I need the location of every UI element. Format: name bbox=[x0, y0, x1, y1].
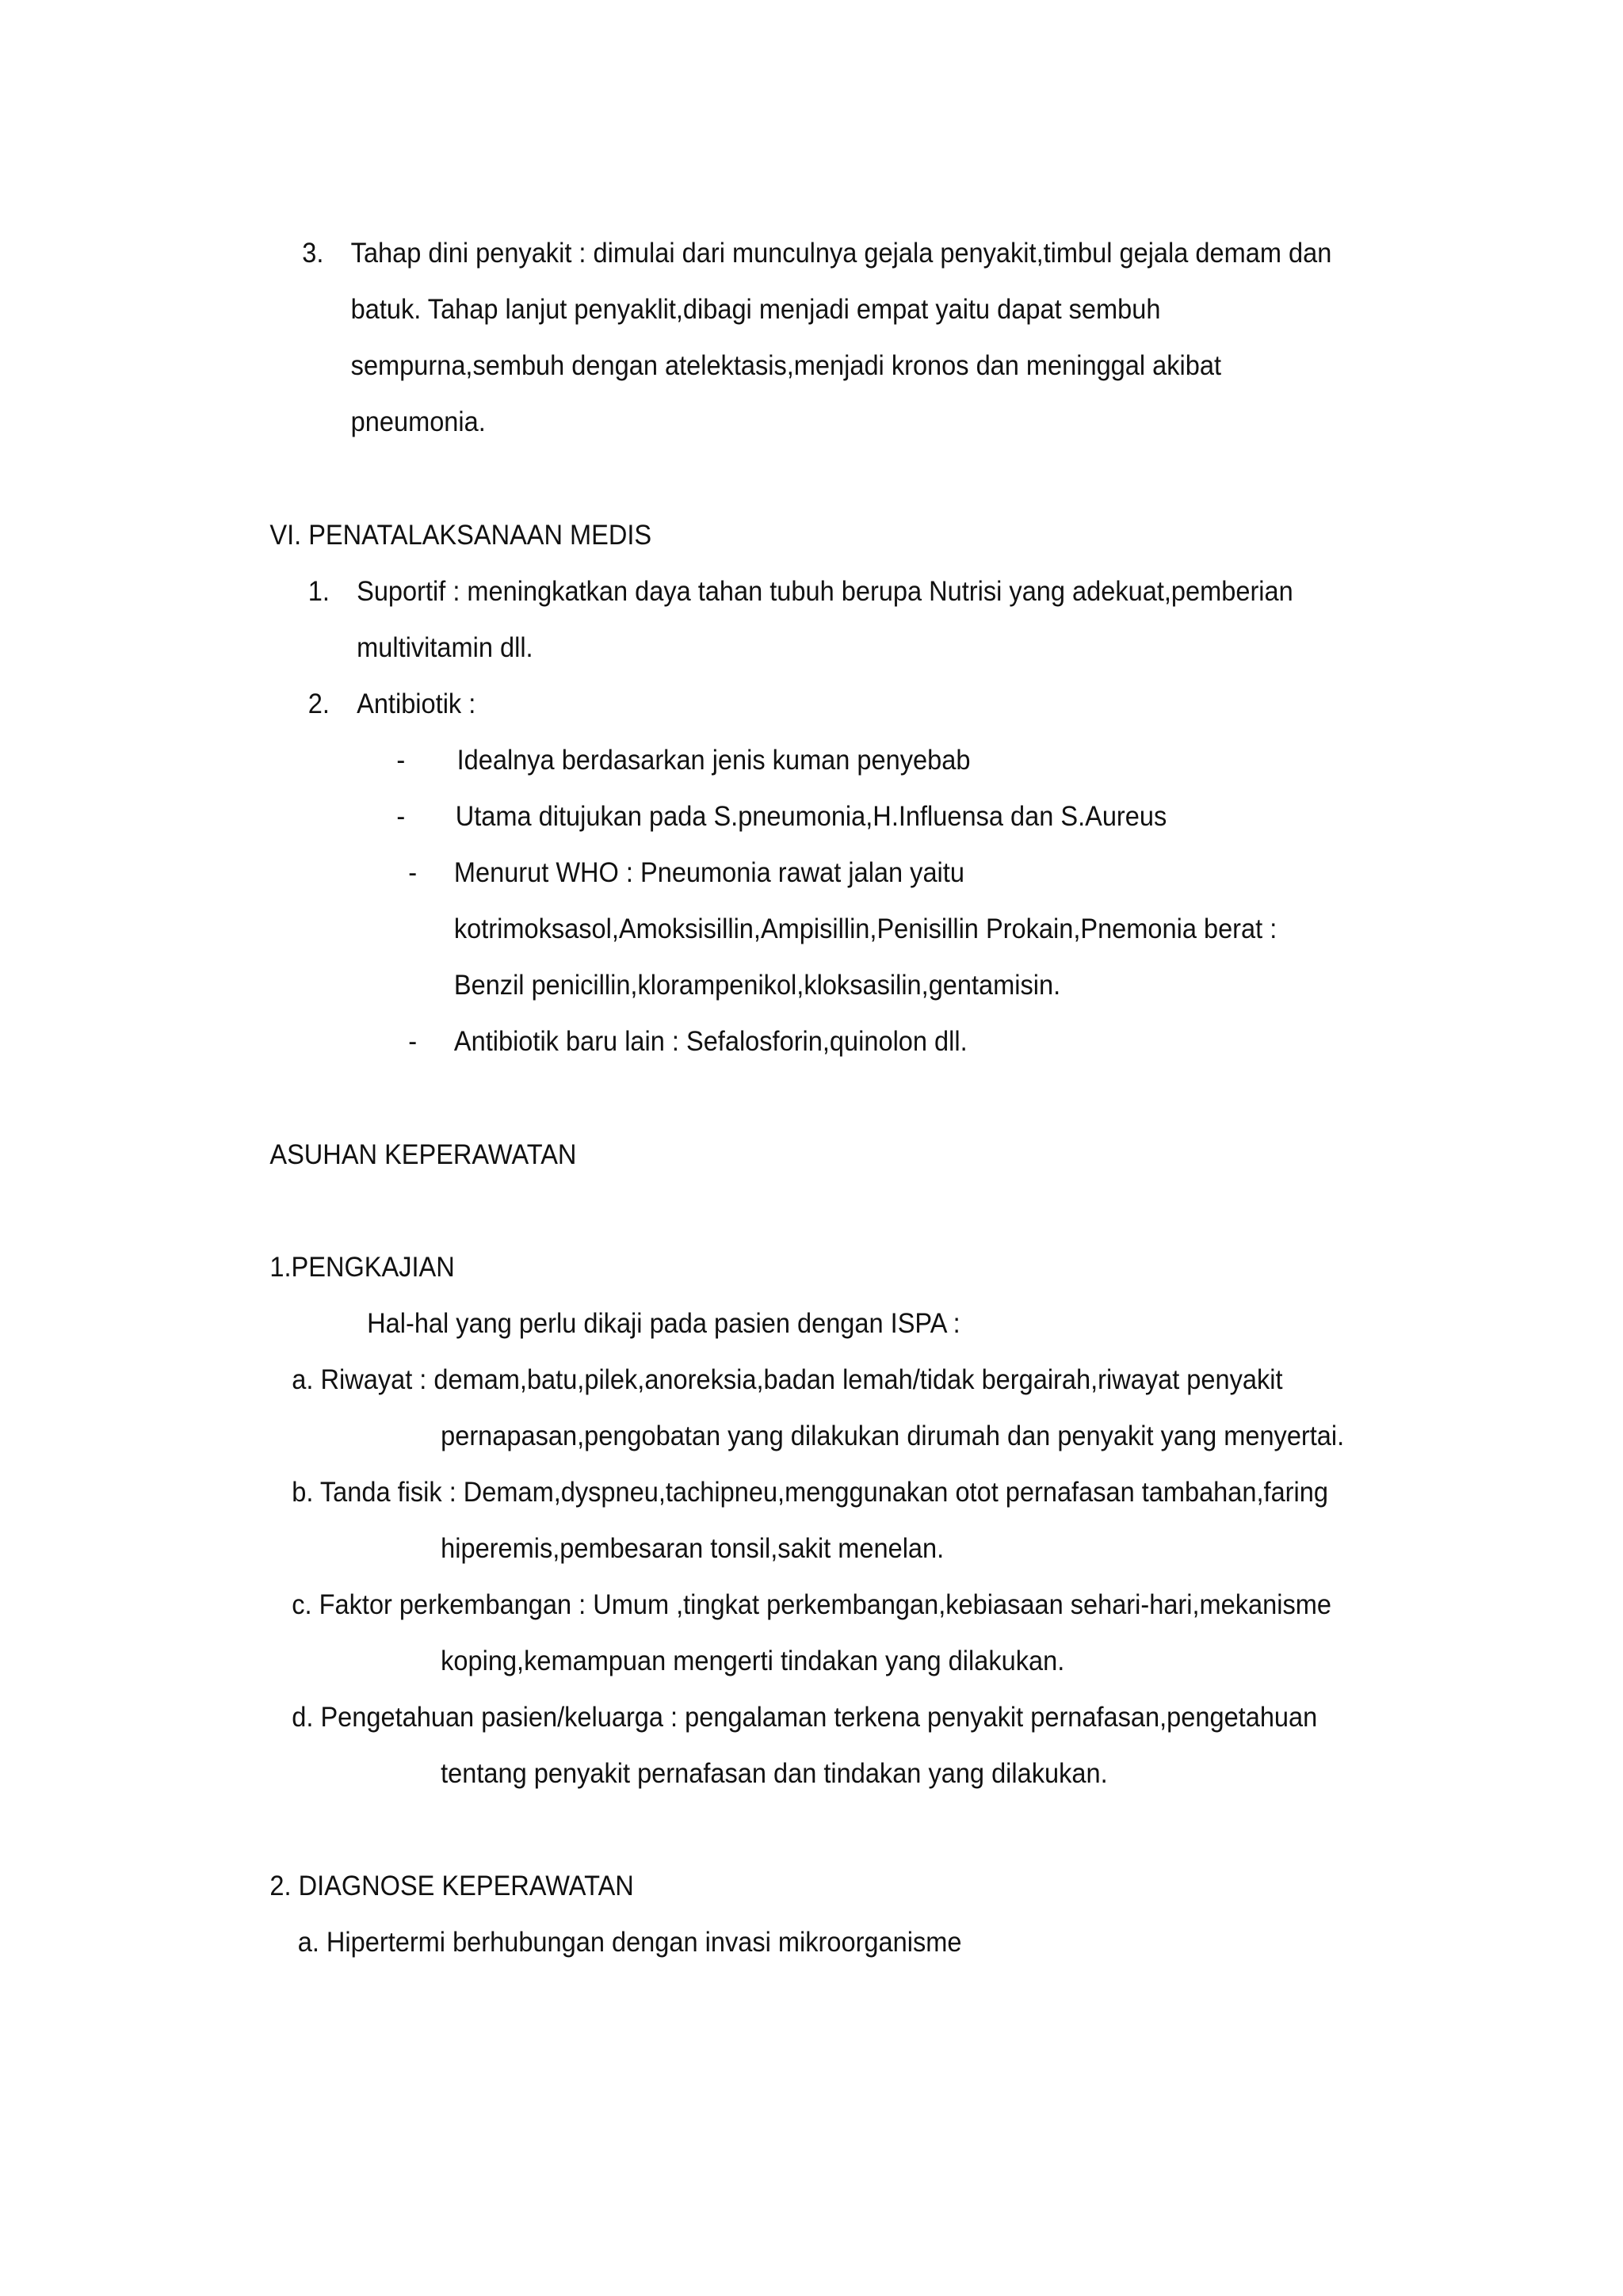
bullet-line: Antibiotik baru lain : Sefalosforin,quinolon dll. bbox=[453, 1026, 968, 1057]
list-item-line: Suportif : meningkatkan daya tahan tubuh berupa Nutrisi yang adekuat,pemberian bbox=[357, 576, 1293, 607]
paragraph-line: Tahap dini penyakit : dimulai dari munculnya gejala penyakit,timbul gejala demam dan bbox=[350, 238, 1332, 269]
paragraph-line: sempurna,sembuh dengan atelektasis,menjadi kronos dan meninggal akibat bbox=[350, 350, 1222, 381]
bullet-line: kotrimoksasol,Amoksisillin,Ampisillin,Penisillin Prokain,Pnemonia berat : bbox=[453, 913, 1277, 944]
list-item-line: multivitamin dll. bbox=[357, 632, 533, 663]
bullet-dash: - bbox=[396, 745, 406, 776]
paragraph-line: pneumonia. bbox=[350, 406, 486, 437]
bullet-dash: - bbox=[408, 857, 418, 888]
assessment-item-line: d. Pengetahuan pasien/keluarga : pengalaman terkena penyakit pernafasan,pengetahuan bbox=[292, 1702, 1318, 1733]
intro-text: Hal-hal yang perlu dikaji pada pasien dengan ISPA : bbox=[367, 1308, 960, 1339]
bullet-dash: - bbox=[396, 801, 406, 832]
list-number: 3. bbox=[302, 238, 324, 269]
section-heading: ASUHAN KEPERAWATAN bbox=[269, 1139, 577, 1170]
list-item-line: Antibiotik : bbox=[357, 688, 476, 719]
bullet-line: Utama ditujukan pada S.pneumonia,H.Influensa dan S.Aureus bbox=[455, 801, 1167, 832]
assessment-item-line: koping,kemampuan mengerti tindakan yang dilakukan. bbox=[441, 1646, 1065, 1676]
paragraph-line: batuk. Tahap lanjut penyaklit,dibagi menjadi empat yaitu dapat sembuh bbox=[350, 294, 1161, 325]
bullet-line: Benzil penicillin,klorampenikol,kloksasilin,gentamisin. bbox=[453, 970, 1061, 1001]
list-number: 2. bbox=[307, 688, 330, 719]
list-number: 1. bbox=[307, 576, 330, 607]
assessment-item-line: hiperemis,pembesaran tonsil,sakit menelan. bbox=[441, 1533, 945, 1564]
section-heading: 1.PENGKAJIAN bbox=[269, 1252, 455, 1283]
assessment-item-line: c. Faktor perkembangan : Umum ,tingkat perkembangan,kebiasaan sehari-hari,mekanisme bbox=[292, 1589, 1331, 1620]
section-heading: VI. PENATALAKSANAAN MEDIS bbox=[269, 520, 652, 551]
diagnosis-item: a. Hipertermi berhubungan dengan invasi mikroorganisme bbox=[297, 1927, 962, 1958]
assessment-item-line: pernapasan,pengobatan yang dilakukan dirumah dan penyakit yang menyertai. bbox=[441, 1421, 1345, 1451]
bullet-line: Menurut WHO : Pneumonia rawat jalan yaitu bbox=[453, 857, 964, 888]
assessment-item-line: tentang penyakit pernafasan dan tindakan yang dilakukan. bbox=[441, 1758, 1108, 1789]
section-heading: 2. DIAGNOSE KEPERAWATAN bbox=[269, 1871, 634, 1901]
assessment-item-line: b. Tanda fisik : Demam,dyspneu,tachipneu,menggunakan otot pernafasan tambahan,faring bbox=[292, 1477, 1328, 1508]
bullet-line: Idealnya berdasarkan jenis kuman penyebab bbox=[456, 745, 971, 776]
bullet-dash: - bbox=[408, 1026, 418, 1057]
assessment-item-line: a. Riwayat : demam,batu,pilek,anoreksia,badan lemah/tidak bergairah,riwayat penyakit bbox=[292, 1364, 1283, 1395]
